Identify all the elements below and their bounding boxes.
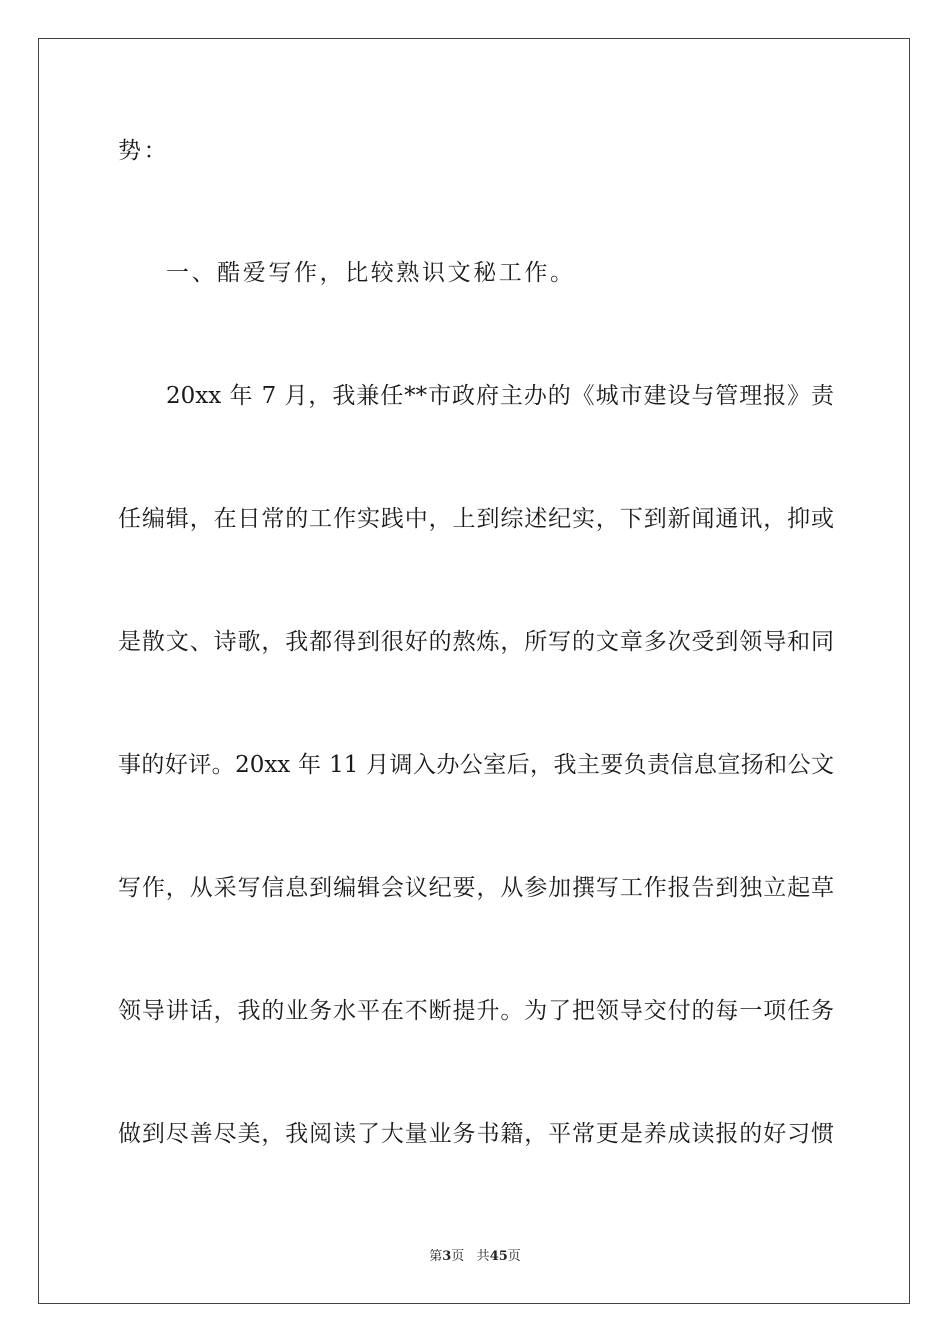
total-prefix: 共 [476, 1249, 490, 1264]
total-suffix: 页 [507, 1249, 521, 1264]
text-line-3: 20xx 年 7 月，我兼任**市政府主办的《城市建设与管理报》责 [166, 383, 834, 409]
text-line-4: 任编辑，在日常的工作实践中，上到综述纪实，下到新闻通讯，抑或 [118, 506, 834, 532]
page-footer [0, 1248, 950, 1266]
text-line-5: 是散文、诗歌，我都得到很好的熬炼，所写的文章多次受到领导和同 [118, 629, 834, 655]
text-line-8: 领导讲话，我的业务水平在不断提升。为了把领导交付的每一项任务 [118, 998, 834, 1024]
text-line-7: 写作，从采写信息到编辑会议纪要，从参加撰写工作报告到独立起草 [118, 875, 834, 901]
text-line-9: 做到尽善尽美，我阅读了大量业务书籍，平常更是养成读报的好习惯 [118, 1121, 834, 1147]
text-line-1: 势： [118, 138, 170, 164]
page-frame [38, 38, 910, 1304]
page-suffix: 页 [451, 1249, 465, 1264]
text-line-6: 事的好评。20xx 年 11 月调入办公室后，我主要负责信息宣扬和公文 [118, 752, 834, 778]
page-number: 3 [442, 1249, 452, 1264]
section-heading: 一、酷爱写作，比较熟识文秘工作。 [166, 260, 576, 286]
page-prefix: 第 [429, 1249, 443, 1264]
total-pages: 45 [489, 1249, 508, 1264]
